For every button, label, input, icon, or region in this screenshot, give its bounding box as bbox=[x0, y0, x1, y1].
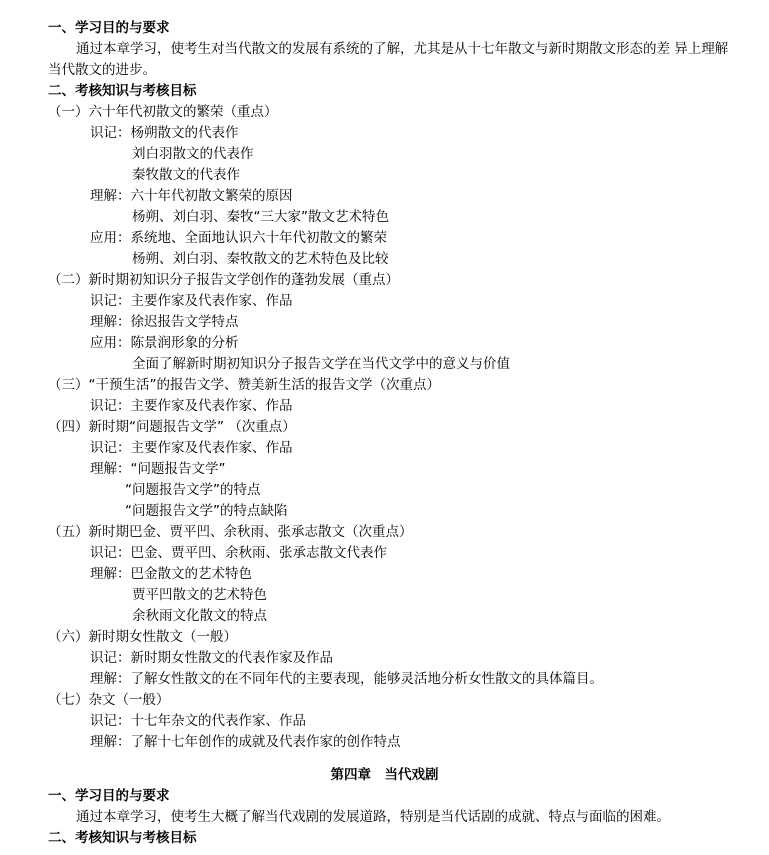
section-heading-knowledge: 二、考核知识与考核目标 bbox=[48, 83, 197, 99]
topic-5-understand: 理解：巴金散文的艺术特色 bbox=[90, 566, 252, 582]
topic-6-understand: 理解：了解女性散文的在不同年代的主要表现，能够灵活地分析女性散文的具体篇目。 bbox=[90, 671, 603, 687]
topic-3-heading: （三）“干预生活”的报告文学、赞美新生活的报告文学（次重点） bbox=[48, 377, 440, 393]
objectives-paragraph-line2: 当代散文的进步。 bbox=[48, 62, 156, 78]
topic-1-memorize: 识记：杨朔散文的代表作 bbox=[90, 125, 239, 141]
topic-3-memorize: 识记：主要作家及代表作家、作品 bbox=[90, 398, 293, 414]
topic-1-memorize-2: 刘白羽散文的代表作 bbox=[132, 146, 254, 162]
chapter4-heading-objectives: 一、学习目的与要求 bbox=[48, 788, 170, 804]
topic-5-understand-2: 贾平凹散文的艺术特色 bbox=[132, 587, 267, 603]
topic-4-understand-2: “问题报告文学”的特点 bbox=[125, 482, 261, 498]
topic-5-understand-3: 余秋雨文化散文的特点 bbox=[132, 608, 267, 624]
topic-4-memorize: 识记：主要作家及代表作家、作品 bbox=[90, 440, 293, 456]
topic-4-heading: （四）新时期“问题报告文学” （次重点） bbox=[48, 419, 296, 435]
topic-2-understand: 理解：徐迟报告文学特点 bbox=[90, 314, 239, 330]
topic-2-memorize: 识记：主要作家及代表作家、作品 bbox=[90, 293, 293, 309]
topic-2-apply-2: 全面了解新时期初知识分子报告文学在当代文学中的意义与价值 bbox=[132, 356, 510, 372]
topic-6-heading: （六）新时期女性散文（一般） bbox=[48, 629, 237, 645]
topic-7-heading: （七）杂文（一般） bbox=[48, 692, 170, 708]
topic-5-heading: （五）新时期巴金、贾平凹、余秋雨、张承志散文（次重点） bbox=[48, 524, 413, 540]
topic-1-understand-2: 杨朔、刘白羽、秦牧“三大家”散文艺术特色 bbox=[132, 209, 389, 225]
section-heading-objectives: 一、学习目的与要求 bbox=[48, 20, 170, 36]
topic-1-understand: 理解：六十年代初散文繁荣的原因 bbox=[90, 188, 293, 204]
topic-1-memorize-3: 秦牧散文的代表作 bbox=[132, 167, 240, 183]
topic-1-apply: 应用：系统地、全面地认识六十年代初散文的繁荣 bbox=[90, 230, 387, 246]
chapter4-objectives-paragraph: 通过本章学习，使考生大概了解当代戏剧的发展道路，特别是当代话剧的成就、特点与面临的困难。 bbox=[76, 809, 670, 825]
topic-5-memorize: 识记：巴金、贾平凹、余秋雨、张承志散文代表作 bbox=[90, 545, 387, 561]
topic-2-heading: （二）新时期初知识分子报告文学创作的蓬勃发展（重点） bbox=[48, 272, 399, 288]
topic-6-memorize: 识记：新时期女性散文的代表作家及作品 bbox=[90, 650, 333, 666]
topic-7-memorize: 识记：十七年杂文的代表作家、作品 bbox=[90, 713, 306, 729]
topic-1-apply-2: 杨朔、刘白羽、秦牧散文的艺术特色及比较 bbox=[132, 251, 389, 267]
chapter-title: 第四章 当代戏剧 bbox=[330, 767, 439, 783]
topic-4-understand-3: “问题报告文学”的特点缺陷 bbox=[125, 503, 288, 519]
topic-2-apply: 应用：陈景润形象的分析 bbox=[90, 335, 239, 351]
chapter4-heading-knowledge: 二、考核知识与考核目标 bbox=[48, 830, 197, 846]
topic-4-understand: 理解：“问题报告文学” bbox=[90, 461, 226, 477]
objectives-paragraph-line1: 通过本章学习，使考生对当代散文的发展有系统的了解，尤其是从十七年散文与新时期散文形态的差 异上理解 bbox=[76, 41, 729, 57]
topic-1-heading: （一）六十年代初散文的繁荣（重点） bbox=[48, 104, 278, 120]
topic-7-understand: 理解：了解十七年创作的成就及代表作家的创作特点 bbox=[90, 734, 401, 750]
